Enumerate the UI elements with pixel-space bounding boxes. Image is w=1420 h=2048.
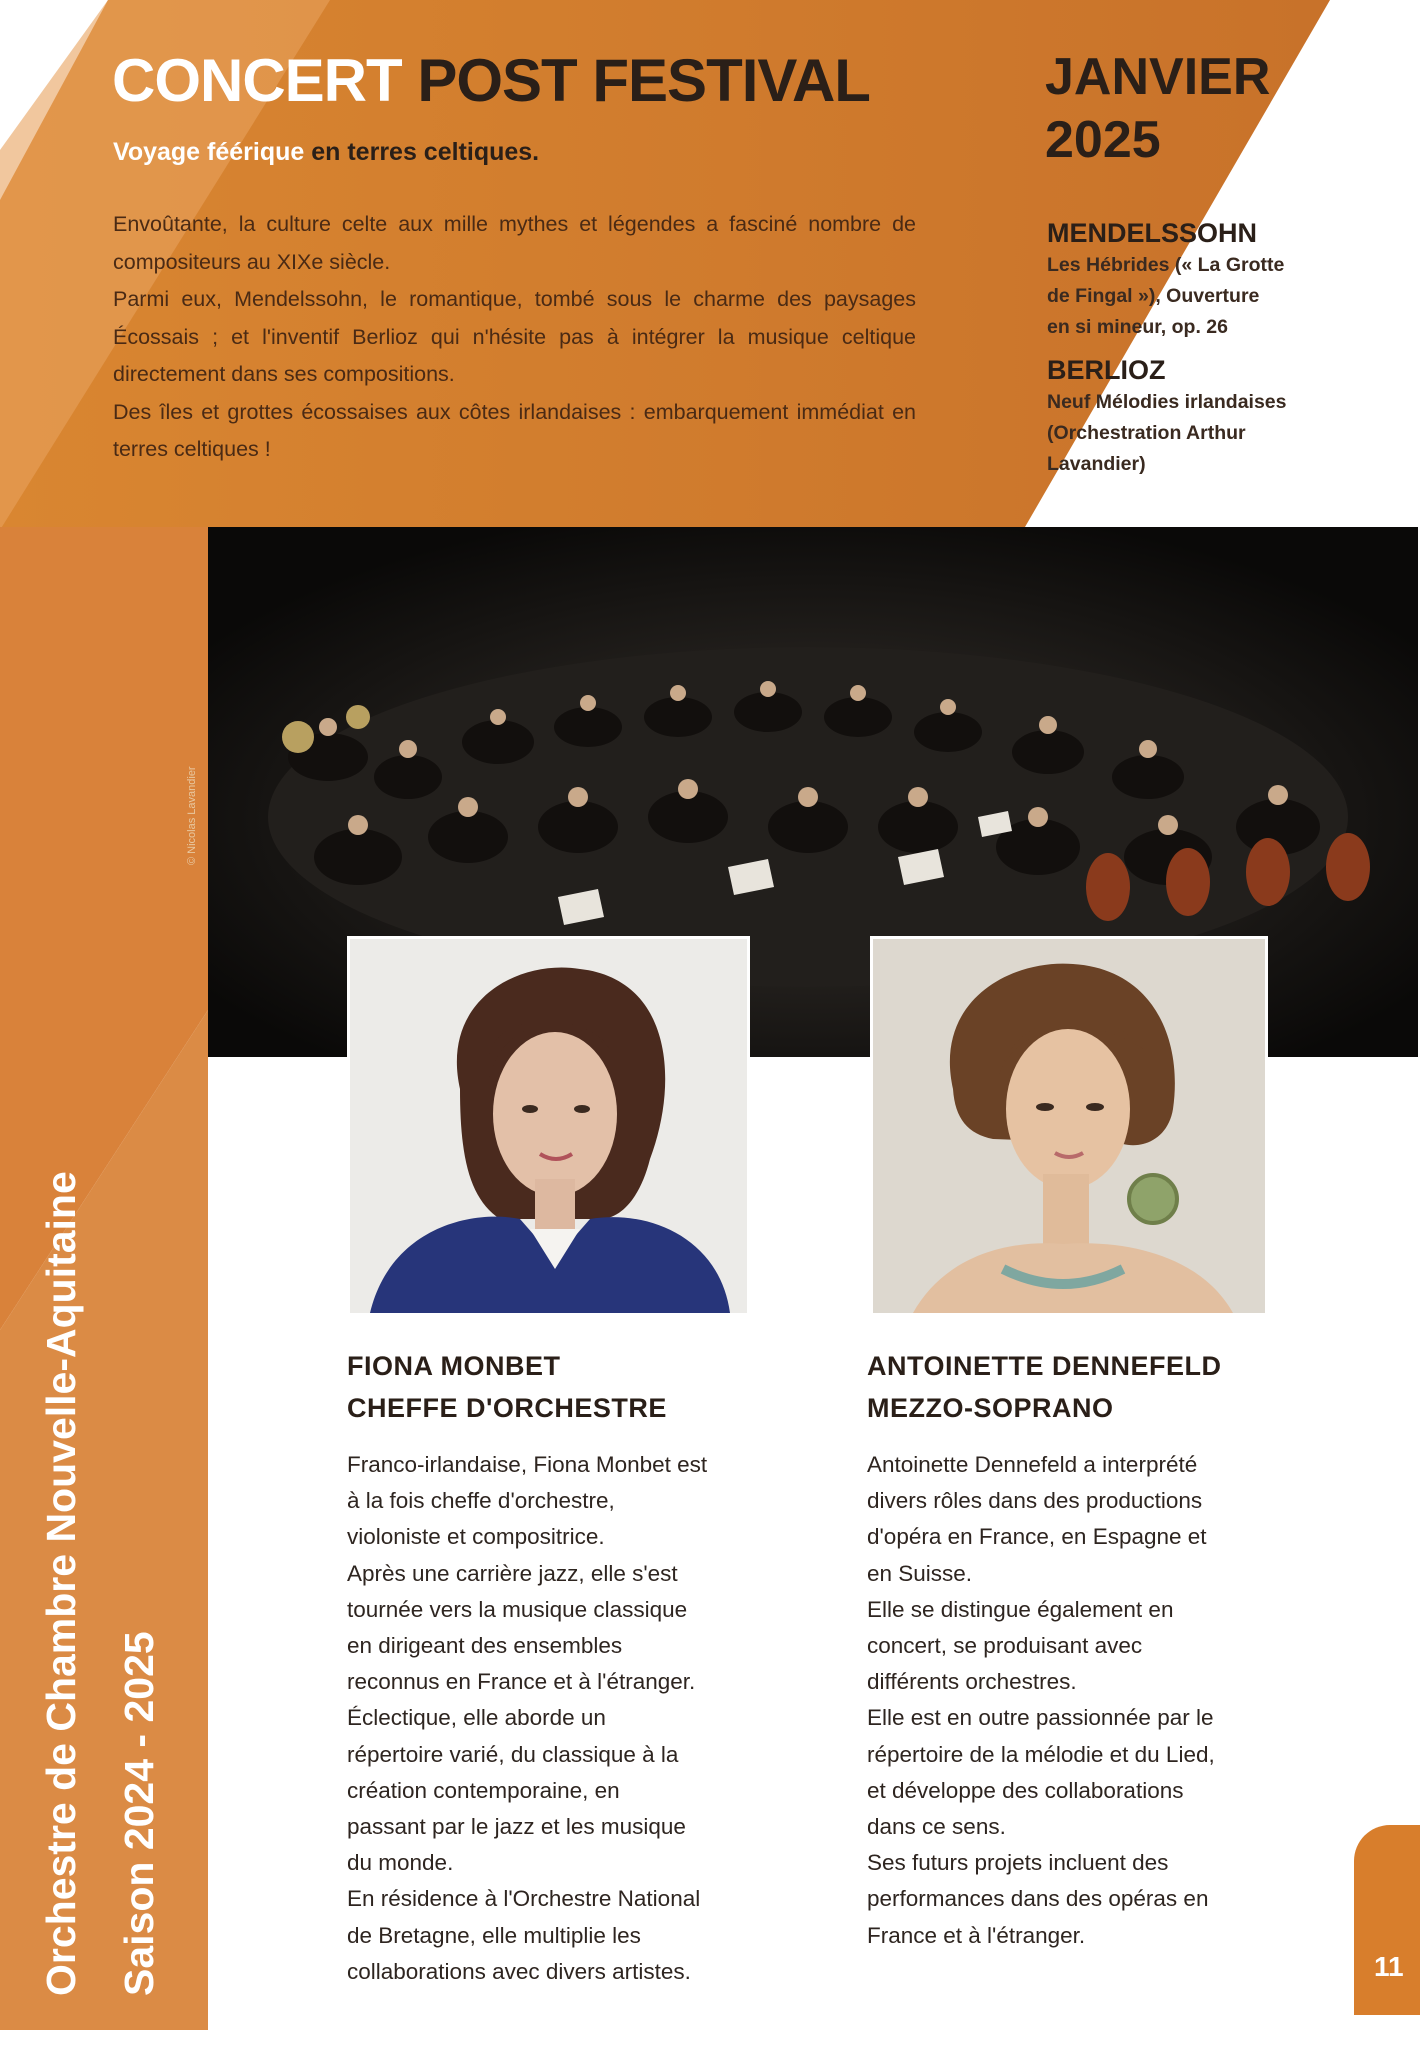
bio-line: Elle se distingue également en	[867, 1596, 1174, 1622]
composer-name: MENDELSSOHN	[1047, 218, 1258, 248]
program-list	[1047, 216, 1367, 480]
bio-line: Elle est en outre passionnée par le	[867, 1705, 1214, 1731]
subtitle-dark: en terres celtiques.	[311, 138, 540, 166]
date-month: JANVIER	[1045, 48, 1271, 106]
bio-line: Ses futurs projets incluent des	[867, 1850, 1169, 1876]
artist-role: CHEFFE D'ORCHESTRE	[347, 1393, 667, 1423]
work-title	[1047, 387, 1367, 480]
intro-paragraph: Envoûtante, la culture celte aux mille mythes et légendes a fasciné nombre de compositeurs au XIXe siècle.	[113, 212, 916, 274]
bio-line: dans ce sens.	[867, 1814, 1006, 1840]
bio-line: répertoire varié, du classique à la	[347, 1741, 679, 1767]
work-line: en si mineur, op. 26	[1047, 316, 1228, 338]
artist-heading	[347, 1345, 667, 1429]
artist-bio	[347, 1447, 817, 1990]
bio-line: Franco-irlandaise, Fiona Monbet est	[347, 1452, 708, 1477]
portrait-illustration	[873, 939, 1265, 1313]
portrait-antoinette-dennefeld	[870, 936, 1268, 1316]
artist-heading	[867, 1345, 1222, 1429]
bio-line: Éclectique, elle aborde un	[347, 1705, 606, 1731]
bio-line: différents orchestres.	[867, 1669, 1077, 1695]
page-title	[112, 46, 870, 116]
bio-line: création contemporaine, en	[347, 1777, 620, 1803]
bio-line: En résidence à l'Orchestre National	[347, 1886, 701, 1912]
subtitle-white: Voyage féérique	[113, 138, 305, 166]
work-line: (Orchestration Arthur	[1047, 422, 1246, 444]
bio-line: France et à l'étranger.	[867, 1922, 1086, 1948]
bio-line: violoniste et compositrice.	[347, 1524, 605, 1550]
bio-line: en dirigeant des ensembles	[347, 1633, 623, 1659]
bio-line: en Suisse.	[867, 1560, 973, 1586]
bio-line: divers rôles dans des productions	[867, 1488, 1203, 1514]
bio-line: du monde.	[347, 1850, 454, 1876]
intro-paragraph: Parmi eux, Mendelssohn, le romantique, tombé sous le charme des paysages Écossais ; et l'inventif Berlioz qui n'hésite pas à intégrer la musique celtique directement dans ses compositions.	[113, 287, 916, 386]
work-line: Les Hébrides (« La Grotte	[1047, 254, 1285, 276]
title-word-concert: CONCERT	[112, 47, 402, 114]
bio-line: d'opéra en France, en Espagne et	[867, 1524, 1207, 1550]
title-post-festival: POST FESTIVAL	[417, 47, 870, 114]
page-number: 11	[1374, 1951, 1404, 1982]
portrait-fiona-monbet	[347, 936, 750, 1316]
bio-line: et développe des collaborations	[867, 1777, 1184, 1803]
artist-name: ANTOINETTE DENNEFELD	[867, 1351, 1222, 1381]
work-line: Neuf Mélodies irlandaises	[1047, 391, 1287, 413]
date-year: 2025	[1045, 111, 1161, 169]
work-line: de Fingal »), Ouverture	[1047, 285, 1260, 307]
sidebar-vertical-title	[36, 1171, 164, 1996]
bio-line: à la fois cheffe d'orchestre,	[347, 1488, 615, 1514]
bio-line: performances dans des opéras en	[867, 1886, 1209, 1912]
bio-line: Antoinette Dennefeld a interprété	[867, 1452, 1198, 1477]
work-line: Lavandier)	[1047, 453, 1146, 475]
artist-bio	[867, 1447, 1337, 1954]
photo-credit: © Nicolas Lavandier	[186, 766, 198, 865]
bio-line: collaborations avec divers artistes.	[347, 1958, 691, 1984]
orchestra-name: Orchestre de Chambre Nouvelle-Aquitaine	[38, 1171, 84, 1996]
bio-line: Après une carrière jazz, elle s'est	[347, 1560, 678, 1586]
artist-role: MEZZO-SOPRANO	[867, 1393, 1114, 1423]
bio-line: répertoire de la mélodie et du Lied,	[867, 1741, 1215, 1767]
intro-paragraph: Des îles et grottes écossaises aux côtes irlandaises : embarquement immédiat en terres celtiques !	[113, 399, 916, 461]
bio-line: concert, se produisant avec	[867, 1633, 1143, 1659]
artist-name: FIONA MONBET	[347, 1351, 561, 1381]
bio-line: passant par le jazz et les musique	[347, 1814, 686, 1840]
concert-date	[1045, 46, 1270, 172]
bio-line: tournée vers la musique classique	[347, 1596, 688, 1622]
composer-name: BERLIOZ	[1047, 355, 1166, 385]
season-label: Saison 2024 - 2025	[116, 1631, 162, 1996]
subtitle	[113, 138, 539, 167]
bio-line: reconnus en France et à l'étranger.	[347, 1669, 696, 1695]
portrait-illustration	[350, 939, 747, 1313]
page-number-tab	[1354, 1825, 1420, 2015]
work-title	[1047, 250, 1367, 343]
intro-text	[113, 206, 916, 469]
bio-line: de Bretagne, elle multiplie les	[347, 1922, 641, 1948]
